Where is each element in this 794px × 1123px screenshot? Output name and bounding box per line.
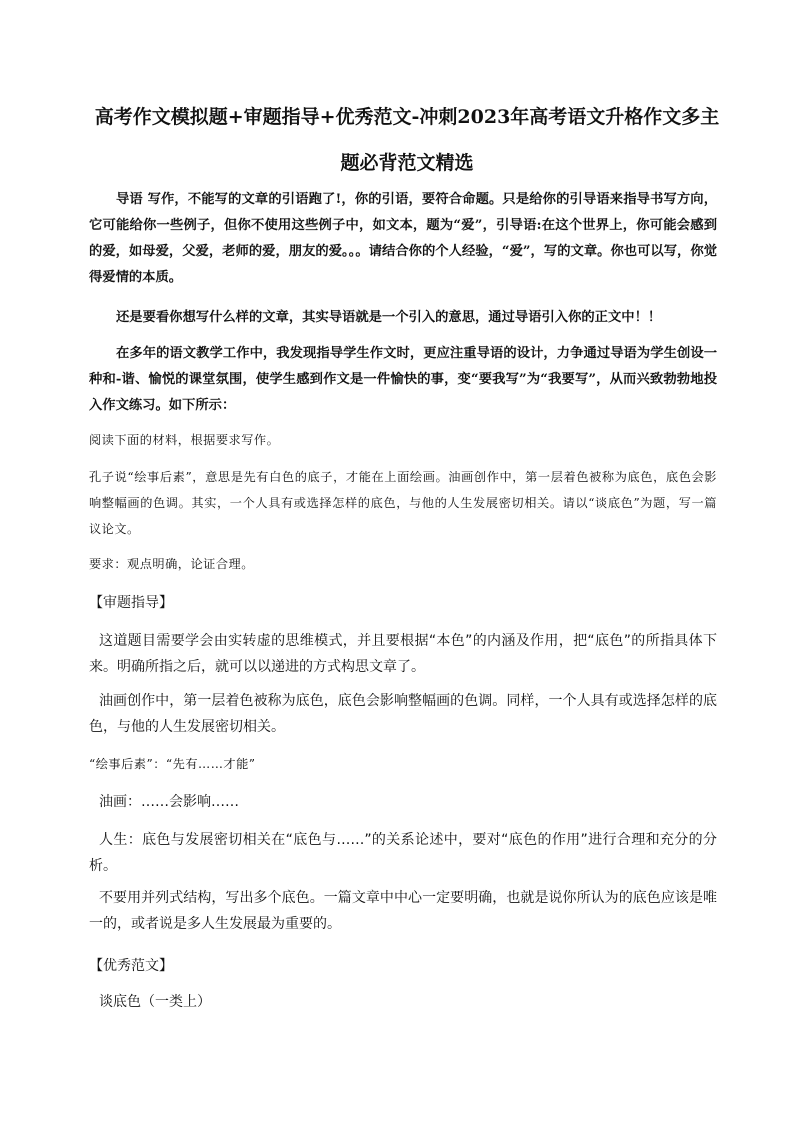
prompt-requirement: 要求：观点明确，论证合理。 (89, 557, 254, 571)
prompt-material: 孔子说“绘事后素”，意思是先有白色的底子，才能在上面绘画。油画创作中，第一层着色被称为底色，底色会影响整幅画的色调。其实，一个人具有或选择怎样的底色，与他的人生发展密切相关。请以“谈底色”为题，写一篇议论文。 (89, 470, 717, 536)
intro-paragraph-2: 还是要看你想写什么样的文章，其实导语就是一个引入的意思，通过导语引入你的正文中！！ (116, 310, 662, 325)
guidance-paragraph-1: 这道题目需要学会由实转虚的思维模式，并且要根据“本色”的内涵及作用，把“底色”的所指具体下来。明确所指之后，就可以以递进的方式构思文章了。 (89, 633, 717, 675)
guidance-paragraph-6: 不要用并列式结构，写出多个底色。一篇文章中中心一定要明确，也就是说你所认为的底色应该是唯一的，或者说是多人生发展最为重要的。 (89, 890, 717, 932)
guidance-heading: 【审题指导】 (89, 595, 173, 611)
essay-title: 谈底色（一类上） (99, 994, 211, 1010)
guidance-paragraph-4: 油画：……会影响…… (99, 794, 239, 810)
guidance-paragraph-5: 人生：底色与发展密切相关在“底色与……”的关系论述中，要对“底色的作用”进行合理和充分的分析。 (89, 832, 717, 874)
guidance-paragraph-3: “绘事后素”：“先有……才能” (89, 757, 256, 771)
essay-heading: 【优秀范文】 (89, 958, 173, 974)
document-title: 高考作文模拟题+审题指导+优秀范文-冲刺2023年高考语文升格作文多主题必背范文精选 (94, 106, 720, 174)
intro-paragraph-1: 导语 写作，不能写的文章的引语跑了!，你的引语，要符合命题。只是给你的引导语来指导书写方向，它可能给你一些例子，但你不使用这些例子中，如文本，题为“爱”，引导语:在这个世界上，你可能会感到的爱，如母爱，父爱，老师的爱，朋友的爱。。。请结合你的个人经验，“爱”，写的文章。你也可以写，你觉得爱情的本质。 (89, 192, 717, 285)
prompt-instruction: 阅读下面的材料，根据要求写作。 (89, 433, 280, 447)
intro-paragraph-3: 在多年的语文教学工作中，我发现指导学生作文时，更应注重导语的设计，力争通过导语为学生创设一种和-谐、愉悦的课堂氛围，使学生感到作文是一件愉快的事，变“要我写”为“我要写”，从而兴致勃勃地投入作文练习。如下所示： (89, 346, 717, 413)
guidance-paragraph-2: 油画创作中，第一层着色被称为底色，底色会影响整幅画的色调。同样，一个人具有或选择怎样的底色，与他的人生发展密切相关。 (89, 693, 717, 735)
